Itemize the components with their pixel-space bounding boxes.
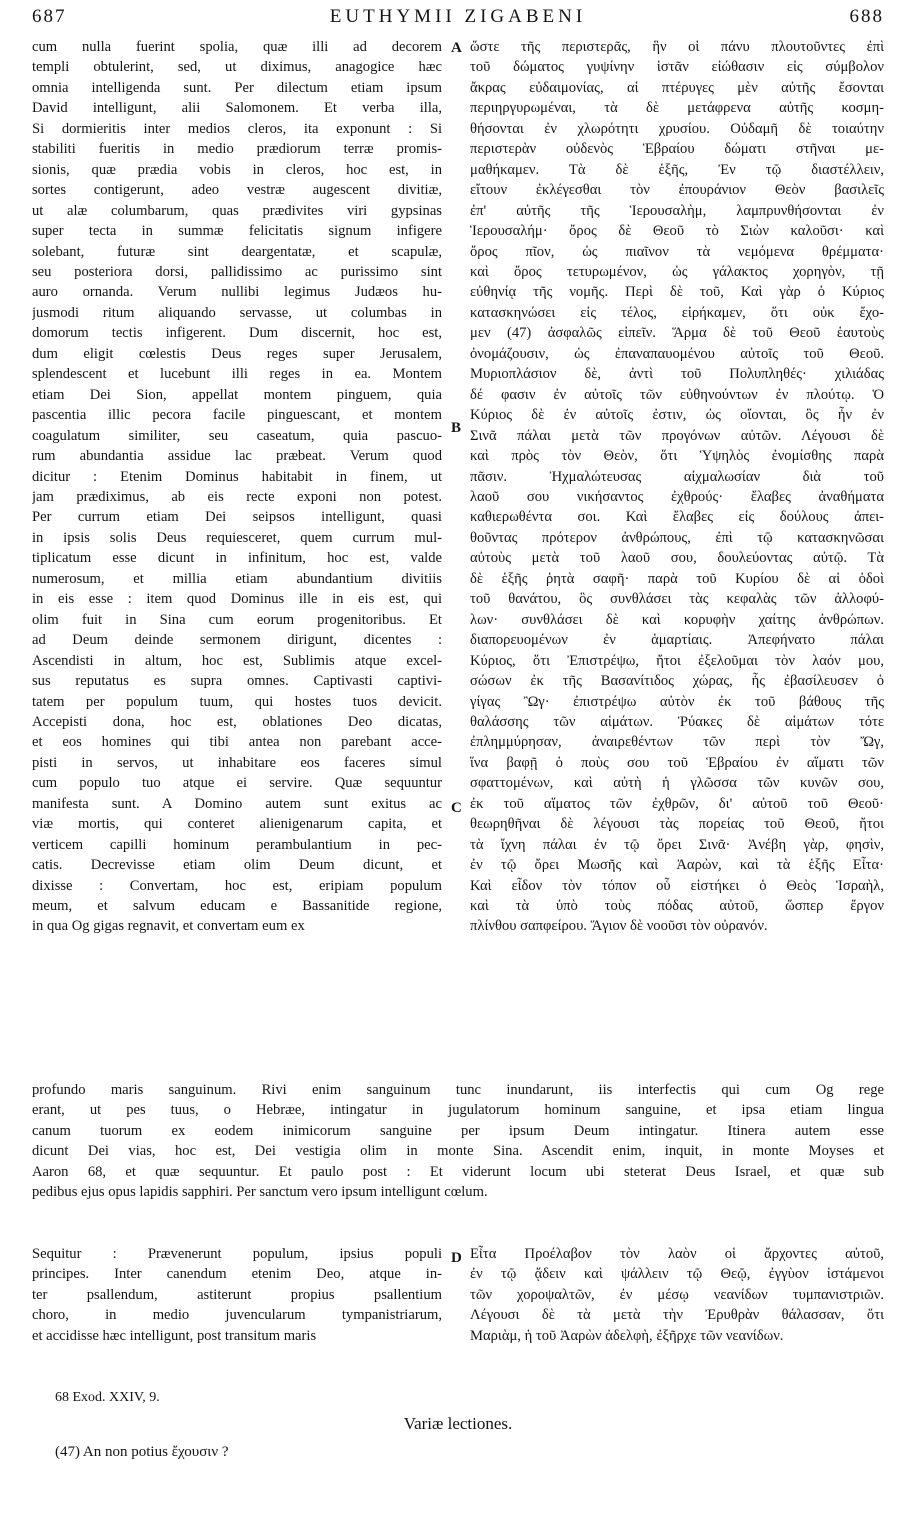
latin-column-top: [32, 37, 442, 937]
text-line: τὰ ἴχνη πάλαι ἐν τῷ ὄρει Σινᾶ· Ἀνέβη γὰρ, φησὶν,: [470, 836, 884, 853]
text-line: δέ φασιν ἐν αὐτοῖς τῶν εὐθηνούντων ἐν πλούτῳ. Ὁ: [470, 386, 884, 403]
text-line: jusmodi ritum aliquando servasse, ut columbas in: [32, 304, 442, 321]
text-line: ter psallendum, astiterunt propius psallentium: [32, 1286, 442, 1303]
text-line: in eis esse : item quod Dominus ille in eis est, qui: [32, 591, 442, 608]
text-line: τοῦ δώματος γυψίνην ἱστᾶν εἰώθασιν εἰς σύμβολον: [470, 59, 884, 76]
text-line: Ἱερουσαλήμ· ὄρος δὲ Θεοῦ τὸ Σιὼν καλοῦσι· καὶ: [470, 223, 884, 240]
text-line: erant, ut pes tuus, o Hebræe, intingatur in jugulatorum hominum sanguine, et ipsa etiam lingua: [32, 1102, 884, 1119]
text-line: sus reputatus es supra omnes. Captivasti captivi-: [32, 673, 442, 690]
latin-full-width-block: [32, 1080, 884, 1203]
section-marker-b: B: [451, 420, 462, 436]
text-line: stabiliti fueritis in medio prædiorum terræ promis-: [32, 141, 442, 158]
text-line: cum nulla fuerint spolia, quæ illi ad decorem: [32, 39, 442, 55]
text-line: canum tuorum ex eodem inimicorum sanguine per ipsum Deum intingatur. Itinera autem esse: [32, 1122, 884, 1139]
text-line: Κύριος, ὅτι Ἐπιστρέψω, ἤτοι ἐξελοῦμαι τὸν λαόν μου,: [470, 652, 884, 669]
text-line: Εἶτα Προέλαβον τὸν λαὸν οἱ ἄρχοντες αὐτοῦ,: [470, 1246, 884, 1262]
text-line: λων· συνθλάσει δὲ καὶ κορυφὴν χαίτης ἀνθρώπων.: [470, 611, 884, 628]
text-line: ἐν τῷ ᾄδειν καὶ ψάλλειν τῷ Θεῷ, ἐγγὺον ἱστάμενοι: [470, 1266, 884, 1283]
text-line: ut alæ columbarum, quas prædivites viri gypsinas: [32, 202, 442, 219]
text-line: choro, in medio juvencularum tympanistriarum,: [32, 1307, 442, 1324]
text-line: θήσονται ἐν χλωρότητι χρυσίου. Οὐδαμῆ δὲ τοιαύτην: [470, 120, 884, 137]
text-line: et eos homines qui tibi antea non parebant acce-: [32, 734, 442, 751]
text-line: super tecta in summæ felicitatis signum infigere: [32, 223, 442, 240]
text-line: pascentia illic pecora facile pinguescant, et montem: [32, 407, 442, 424]
text-line: σφαττομένων, καὶ αὐτὴ ἡ γλῶσσα τῶν κυνῶν σου,: [470, 775, 884, 792]
text-line: pisti in servos, ut inhabitare eos faceres simul: [32, 754, 442, 771]
text-line: περιστερὰν οὐδενὸς Ἑβραίου δώματι στῆναι με-: [470, 141, 884, 158]
text-line: Σινᾶ πάλαι μετὰ τῶν προγόνων αὐτῶν. Λέγουσι δὲ: [470, 427, 884, 444]
text-line: Si dormieritis inter medios cleros, ita exponunt : Si: [32, 120, 442, 137]
text-line: τῶν χοροψαλτῶν, ἐν μέσῳ νεανίδων τυμπανιστριῶν.: [470, 1286, 884, 1303]
text-line: καὶ τὰ ὑπὸ τοὺς πόδας αὐτοῦ, ὥσπερ ἔργον: [470, 898, 884, 915]
text-line: τοῦ θανάτου, ὃς συνθλάσει τὰς κεφαλὰς τῶν ἀλλοφύ-: [470, 591, 884, 608]
text-line: Per currum etiam Dei seipsos intelligunt, quasi: [32, 509, 442, 526]
variae-lectiones-heading: Variæ lectiones.: [403, 1414, 513, 1433]
text-line: domorum tectis infigerent. Dum discernit, hoc est,: [32, 325, 442, 342]
latin-column-bottom: [32, 1244, 442, 1346]
text-line: ad Deum deinde sermonem dirigunt, dicentes :: [32, 632, 442, 649]
text-line: pedibus ejus opus lapidis sapphiri. Per sanctum vero ipsum intelligunt cœlum.: [32, 1184, 488, 1201]
text-line: Καὶ εἶδον τὸν τόπον οὗ εἱστήκει ὁ Θεὸς Ἰσραὴλ,: [470, 877, 884, 894]
greek-column-bottom: [470, 1244, 884, 1346]
text-line: meum, et salvum educam e Bassanitide regione,: [32, 898, 442, 915]
text-line: λαοῦ σου νικήσαντος ἐχθρούς· ἔλαβες ἀναθήματα: [470, 488, 884, 505]
text-line: Λέγουσι δὲ τὰ μετὰ τὴν Ἐρυθρὰν θάλασσαν, ὅτι: [470, 1307, 884, 1324]
text-line: manifesta sunt. A Domino autem sunt exitus ac: [32, 795, 442, 812]
text-line: cum populo tuo atque ei servire. Quæ sequuntur: [32, 775, 442, 792]
text-line: πᾶσιν. Ἠχμαλώτευσας αἰχμαλωσίαν διὰ τοῦ: [470, 468, 884, 485]
running-header: [32, 6, 884, 34]
text-line: σώσων ἐκ τῆς Βασανίτιδος χώρας, ἧς ἐβασίλευσεν ὁ: [470, 673, 884, 690]
text-line: δὲ ἑξῆς ῥητὰ σαφῆ· παρὰ τοῦ Κυρίου δὲ αἱ ὁδοὶ: [470, 570, 884, 587]
text-line: ἐκ τοῦ αἵματος τῶν ἐχθρῶν, δι' αὐτοῦ τοῦ Θεοῦ·: [470, 795, 884, 812]
text-line: καὶ πρὸς τὸν Θεὸν, ὅτι Ὑψηλὸς ἐνομίσθης παρὰ: [470, 448, 884, 465]
text-line: γίγας Ὢγ· ἐπιστρέψω αὐτὸν ἐκ τοῦ βάθους τῆς: [470, 693, 884, 710]
text-line: olim fuit in Sina cum eorum progenitoribus. Et: [32, 611, 442, 628]
text-line: ὀνομάζουσιν, ὡς ἐπαναπαυομένου αὐτοῖς τοῦ Θεοῦ.: [470, 345, 884, 362]
text-line: sionis, quæ prædia vobis in cleros, hoc est, in: [32, 161, 442, 178]
text-line: in qua Og gigas regnavit, et convertam eum ex: [32, 918, 305, 935]
text-line: καθιερωθέντα σοι. Καὶ ἔλαβες εἰς δούλους ἀπει-: [470, 509, 884, 526]
text-line: ἐν τῷ ὄρει Μωσῆς καὶ Ἀαρὼν, καὶ τὰ ἑξῆς Εἶτα·: [470, 857, 884, 874]
text-line: Μαριὰμ, ἡ τοῦ Ἀαρὼν ἀδελφὴ, ἐξῆρχε τῶν νεανίδων.: [470, 1327, 784, 1344]
text-line: Accepisti dona, hoc est, oblationes Deo dicatas,: [32, 713, 442, 730]
text-line: dixisse : Convertam, hoc est, eripiam populum: [32, 877, 442, 894]
text-line: viæ mortis, qui conteret alienigenarum capita, et: [32, 816, 442, 833]
text-line: Μυριοπλάσιον δὲ, ἀντὶ τοῦ Πολυπληθές· χιλιάδας: [470, 366, 884, 383]
text-line: μαθήκαμεν. Τὰ δὲ ἑξῆς, Ἐν τῷ διαστέλλειν,: [470, 161, 884, 178]
running-title: EUTHYMII ZIGABENI: [329, 6, 587, 27]
text-line: εὐθηνίᾳ τῆς νομῆς. Περὶ δὲ τοῦ, Καὶ γὰρ ὁ Κύριος: [470, 284, 884, 301]
text-line: διαπορευομένων ἐν ἁμαρτίαις. Ἀπεφήνατο πάλαι: [470, 632, 884, 649]
text-line: etiam Dei Sion, appellat montem pinguem, quia: [32, 386, 442, 403]
text-line: ἄκρας εὐδαιμονίας, αἱ πτέρυγες μὲν αὐτῆς ἔσονται: [470, 79, 884, 96]
text-line: μεν (47) ἀσφαλῶς εἰπεῖν. Ἅρμα δὲ τοῦ Θεοῦ ἑαυτοὺς: [470, 325, 884, 342]
text-line: ἐπλημμύρησαν, ἀναιρεθέντων τῶν περὶ τὸν Ὤγ,: [470, 734, 884, 751]
text-line: πλίνθου σαπφείρου. Ἅγιον δὲ νοοῦσι τὸν οὐρανόν.: [470, 918, 768, 935]
text-line: numerosum, et millia etiam abundantium divitiis: [32, 570, 442, 587]
text-line: auro ornanda. Verum nullibi legimus Judæos hu-: [32, 284, 442, 301]
text-line: seu posteriora dorsi, pallidissimo ac purissimo sint: [32, 263, 442, 280]
greek-column-top: [470, 37, 884, 937]
text-line: catis. Decrevisse etiam olim Deum dicunt, et: [32, 857, 442, 874]
text-line: rum abundantia assidue lac præbeat. Verum quod: [32, 448, 442, 465]
text-line: et accidisse hæc intelligunt, post transitum maris: [32, 1327, 317, 1344]
text-line: ὄρος πῖον, ὡς πιαῖνον τὰ νεμόμενα θρέμματα·: [470, 243, 884, 260]
text-line: dum eligit cœlestis Deus reges super Jerusalem,: [32, 345, 442, 362]
text-line: principes. Inter canendum etenim Deo, atque in-: [32, 1266, 442, 1283]
text-line: David intelligunt, alii Salomonem. Et verba illa,: [32, 100, 442, 117]
text-line: tiplicatum esse dicunt in infinitum, hoc est, valde: [32, 550, 442, 567]
section-marker-d: D: [451, 1250, 462, 1266]
text-line: jam prædiximus, ab eis recte exponi non potest.: [32, 488, 442, 505]
text-line: κατασκηνώσει εἰς τέλος, εἰρήκαμεν, ὅτι οὐκ ἔχο-: [470, 304, 884, 321]
text-line: αὐτοὺς μετὰ τοῦ λαοῦ σου, δουλεύοντας αὐτῷ. Τὰ: [470, 550, 884, 567]
text-line: profundo maris sanguinum. Rivi enim sanguinum tunc inundarunt, iis interfectis qui cum Og rege: [32, 1082, 884, 1098]
footnote: 68 Exod. XXIV, 9.: [55, 1390, 160, 1405]
text-line: ὥστε τῆς περιστερᾶς, ἣν οἱ πάνυ πλουτοῦντες ἐπὶ: [470, 39, 884, 55]
variant-note-47: (47) An non potius ἔχουσιν ?: [55, 1444, 229, 1460]
text-line: ἵνα βαφῇ ὁ ποὺς σου τοῦ Ἑβραίου ἐν αἵματι τῶν: [470, 754, 884, 771]
text-line: θοῦντας πρότερον ἀνθρώπους, ἐπὶ τῷ κατασκηνῶσαι: [470, 529, 884, 546]
text-line: omnia intelligenda sunt. Per dilectum etiam ipsum: [32, 79, 442, 96]
text-line: in ipsis solis Deus requiesceret, quem currum mul-: [32, 529, 442, 546]
text-line: splendescent et lucebunt illi reges in ea. Montem: [32, 366, 442, 383]
section-marker-a: A: [451, 40, 462, 56]
text-line: dicunt Dei vias, hoc est, Dei vestigia olim in monte Sina. Ascendit enim, inquit, in monte Moyses et: [32, 1143, 884, 1160]
text-line: ἐπ' αὐτῆς τῆς Ἱερουσαλὴμ, λαμπρυνθήσονται ἐν: [470, 202, 884, 219]
section-marker-c: C: [451, 800, 462, 816]
text-line: περιηργυρωμέναι, τὰ δὲ μετάφρενα αὐτῆς κοσμη-: [470, 100, 884, 117]
text-line: Aaron 68, et quæ sequuntur. Et paulo post : Et viderunt locum ubi steterat Deus Israel, et quæ sub: [32, 1163, 884, 1180]
text-line: solebant, futuræ sint deargentatæ, et scapulæ,: [32, 243, 442, 260]
text-line: tatem per populum tuum, qui hostes tuos devicit.: [32, 693, 442, 710]
text-line: καὶ ὄρος τετυρωμένον, ὡς γάλακτος χορηγὸν, τῇ: [470, 263, 884, 280]
page-number-left: 687: [32, 6, 67, 27]
text-line: θεωρηθῆναι δὲ λέγουσι τὰς πορείας τοῦ Θεοῦ, ἤτοι: [470, 816, 884, 833]
text-line: Sequitur : Prævenerunt populum, ipsius populi: [32, 1246, 442, 1262]
text-line: verticem capilli hominum perambulantium in pec-: [32, 836, 442, 853]
text-line: θαλάσσης τῶν αἱμάτων. Ῥύακες δὲ αἱμάτων τότε: [470, 713, 884, 730]
page-number-right: 688: [849, 6, 884, 27]
text-line: Κύριος δὲ ἐν αὐτοῖς ἐστιν, ὡς οἴονται, ὃς ἦν ἐν: [470, 407, 884, 424]
text-line: dicitur : Etenim Dominus habitabit in finem, ut: [32, 468, 442, 485]
text-line: sortes contigerunt, adeo vestræ augescent divitiæ,: [32, 182, 442, 199]
text-line: templi obtulerint, sed, ut diximus, anagogice hæc: [32, 59, 442, 76]
text-line: Ascendisti in altum, hoc est, Sublimis atque excel-: [32, 652, 442, 669]
text-line: εἴτουν ἐκλέγεσθαι τὸν ἐπουράνιον Θεὸν βασιλεῖς: [470, 182, 884, 199]
text-line: coagulatum similiter, seu caseatum, quia pascuo-: [32, 427, 442, 444]
